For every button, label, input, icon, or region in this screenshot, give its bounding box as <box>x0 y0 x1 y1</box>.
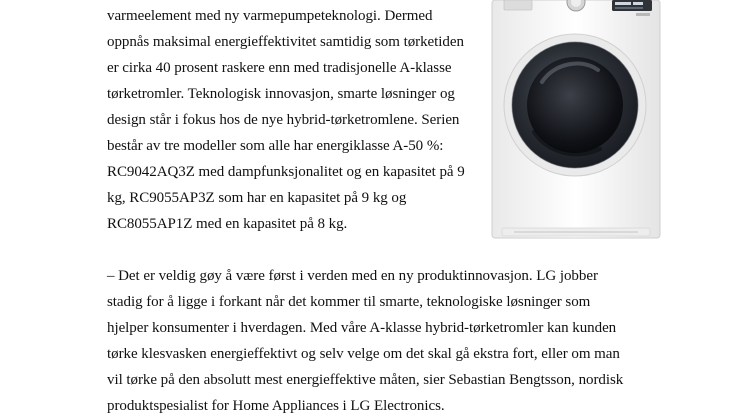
paragraph-product-description <box>107 3 487 237</box>
text-line: består av tre modeller som alle har energiklasse A-50 %: <box>107 138 444 154</box>
paragraph-quote <box>107 263 647 419</box>
text-line: RC8055AP1Z med en kapasitet på 8 kg. <box>107 216 348 232</box>
text-line: stadig for å ligge i forkant når det kommer til smarte, teknologiske løsninger som <box>107 294 591 310</box>
text-line: tørke klesvasken energieffektivt og selv velge om det skal gå ekstra fort, eller om man <box>107 346 620 362</box>
text-line: produktspesialist for Home Appliances i LG Electronics. <box>107 398 445 414</box>
text-line: er cirka 40 prosent raskere enn med tradisjonelle A-klasse <box>107 60 452 76</box>
text-line: RC9042AQ3Z med dampfunksjonalitet og en kapasitet på 9 <box>107 164 465 180</box>
text-line: vil tørke på den absolutt mest energieffektive måten, sier Sebastian Bengtsson, nordisk <box>107 372 624 388</box>
text-line: oppnås maksimal energieffektivitet samtidig som tørketiden <box>107 34 464 50</box>
text-line: – Det er veldig gøy å være først i verden med en ny produktinnovasjon. LG jobber <box>107 268 598 284</box>
text-line: hjelper konsumenter i hverdagen. Med våre A-klasse hybrid-tørketromler kan kunden <box>107 320 617 336</box>
text-line: kg, RC9055AP3Z som har en kapasitet på 9 kg og <box>107 190 407 206</box>
dryer-image <box>490 0 662 242</box>
text-line: tørketromler. Teknologisk innovasjon, smarte løsninger og <box>107 86 455 102</box>
text-line: varmeelement med ny varmepumpeteknologi. Dermed <box>107 8 433 24</box>
text-line: design står i fokus hos de nye hybrid-tørketromlene. Serien <box>107 112 460 128</box>
